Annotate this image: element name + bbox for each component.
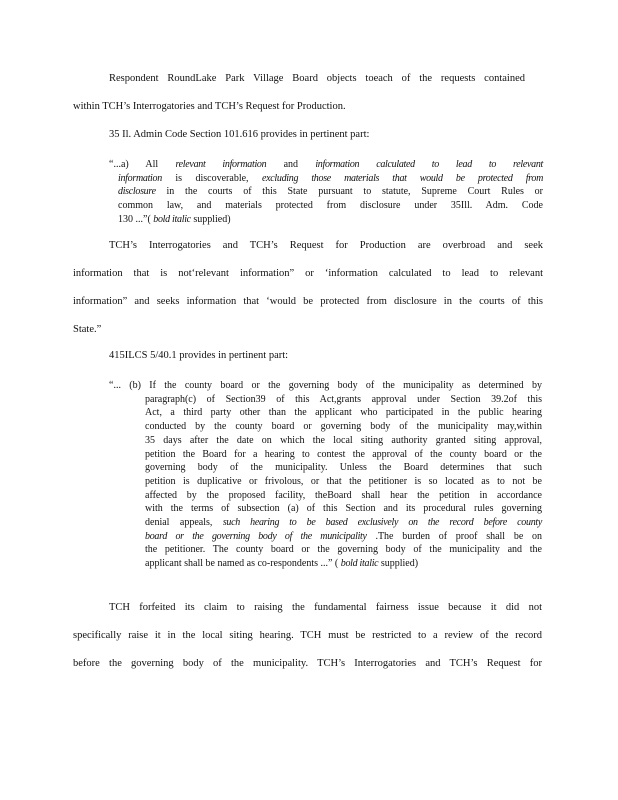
block-quote-statute <box>109 379 542 571</box>
text-line: before the governing body of the municipality. TCH’s Interrogatories and TCH’s Request for <box>73 658 542 669</box>
text-line: TCH’s Interrogatories and TCH’s Request for Production are overbroad and seek <box>109 240 543 251</box>
quote-line: conducted by the county board or governing body of the municipality may,within <box>145 421 542 433</box>
quote-line: governing body of the municipality. Unless the Board determines that such <box>145 462 542 474</box>
quote-line: board or the governing body of the municipality .The burden of proof shall be on <box>145 530 543 542</box>
text-line: within TCH’s Interrogatories and TCH’s Request for Production. <box>73 101 346 112</box>
quote-line: applicant shall be named as co-respondents ...” ( bold italic supplied) <box>145 558 419 570</box>
block-quote-discovery-rule <box>109 158 543 227</box>
quote-line: 35 days after the date on which the local siting authority granted siting approval, <box>145 434 542 446</box>
quote-line: disclosure in the courts of this State pursuant to statute, Supreme Court Rules or <box>118 186 544 198</box>
quote-line: “... (b) If the county board or the governing body of the municipality as determined by <box>109 380 542 391</box>
text-line: TCH forfeited its claim to raising the fundamental fairness issue because it did not <box>109 602 542 613</box>
quote-line: 130 ...”( bold italic supplied) <box>118 213 231 225</box>
quote-line: petition is duplicative or frivolous, or that the petitioner is so located as to not be <box>145 475 542 487</box>
quote-line: common law, and materials protected from disclosure under 35Ill. Adm. Code <box>118 200 543 212</box>
quote-line: denial appeals, such hearing to be based exclusively on the record before county <box>145 517 543 529</box>
paragraph-objection <box>73 65 543 121</box>
quote-line: affected by the proposed facility, theBoard shall hear the petition in accordance <box>145 489 542 501</box>
text-line: Respondent RoundLake Park Village Board objects toeach of the requests contained <box>109 73 525 84</box>
citation-35-il-admin-code: 35 Il. Admin Code Section 101.616 provides in pertinent part: <box>109 129 370 140</box>
paragraph-overbroad <box>73 232 543 344</box>
quote-line: with the terms of subsection (a) of this Section and its procedural rules governing <box>145 503 542 515</box>
text-line: State.” <box>73 324 102 335</box>
quote-line: paragraph(c) of Section39 of this Act,grants approval under Section 39.2of this <box>145 393 542 405</box>
text-line: information that is not‘relevant information” or ‘information calculated to lead to relevant <box>73 268 543 279</box>
quote-line: Act, a third party other than the applicant who participated in the public hearing <box>145 407 542 419</box>
text-line: specifically raise it in the local siting hearing. TCH must be restricted to a review of the record <box>73 630 542 641</box>
quote-line: the petitioner. The county board or the governing body of the municipality and the <box>145 544 542 556</box>
text-line: information” and seeks information that ‘would be protected from disclosure in the courts of this <box>73 296 543 307</box>
quote-line: “...a) All relevant information and information calculated to lead to relevant <box>109 159 544 170</box>
quote-line: petition the Board for a hearing to contest the approval of the county board or the <box>145 448 542 460</box>
quote-line: information is discoverable, excluding those materials that would be protected from <box>118 172 544 184</box>
paragraph-forfeited-claim <box>73 594 542 678</box>
citation-415-ilcs: 415ILCS 5/40.1 provides in pertinent part: <box>109 350 289 361</box>
